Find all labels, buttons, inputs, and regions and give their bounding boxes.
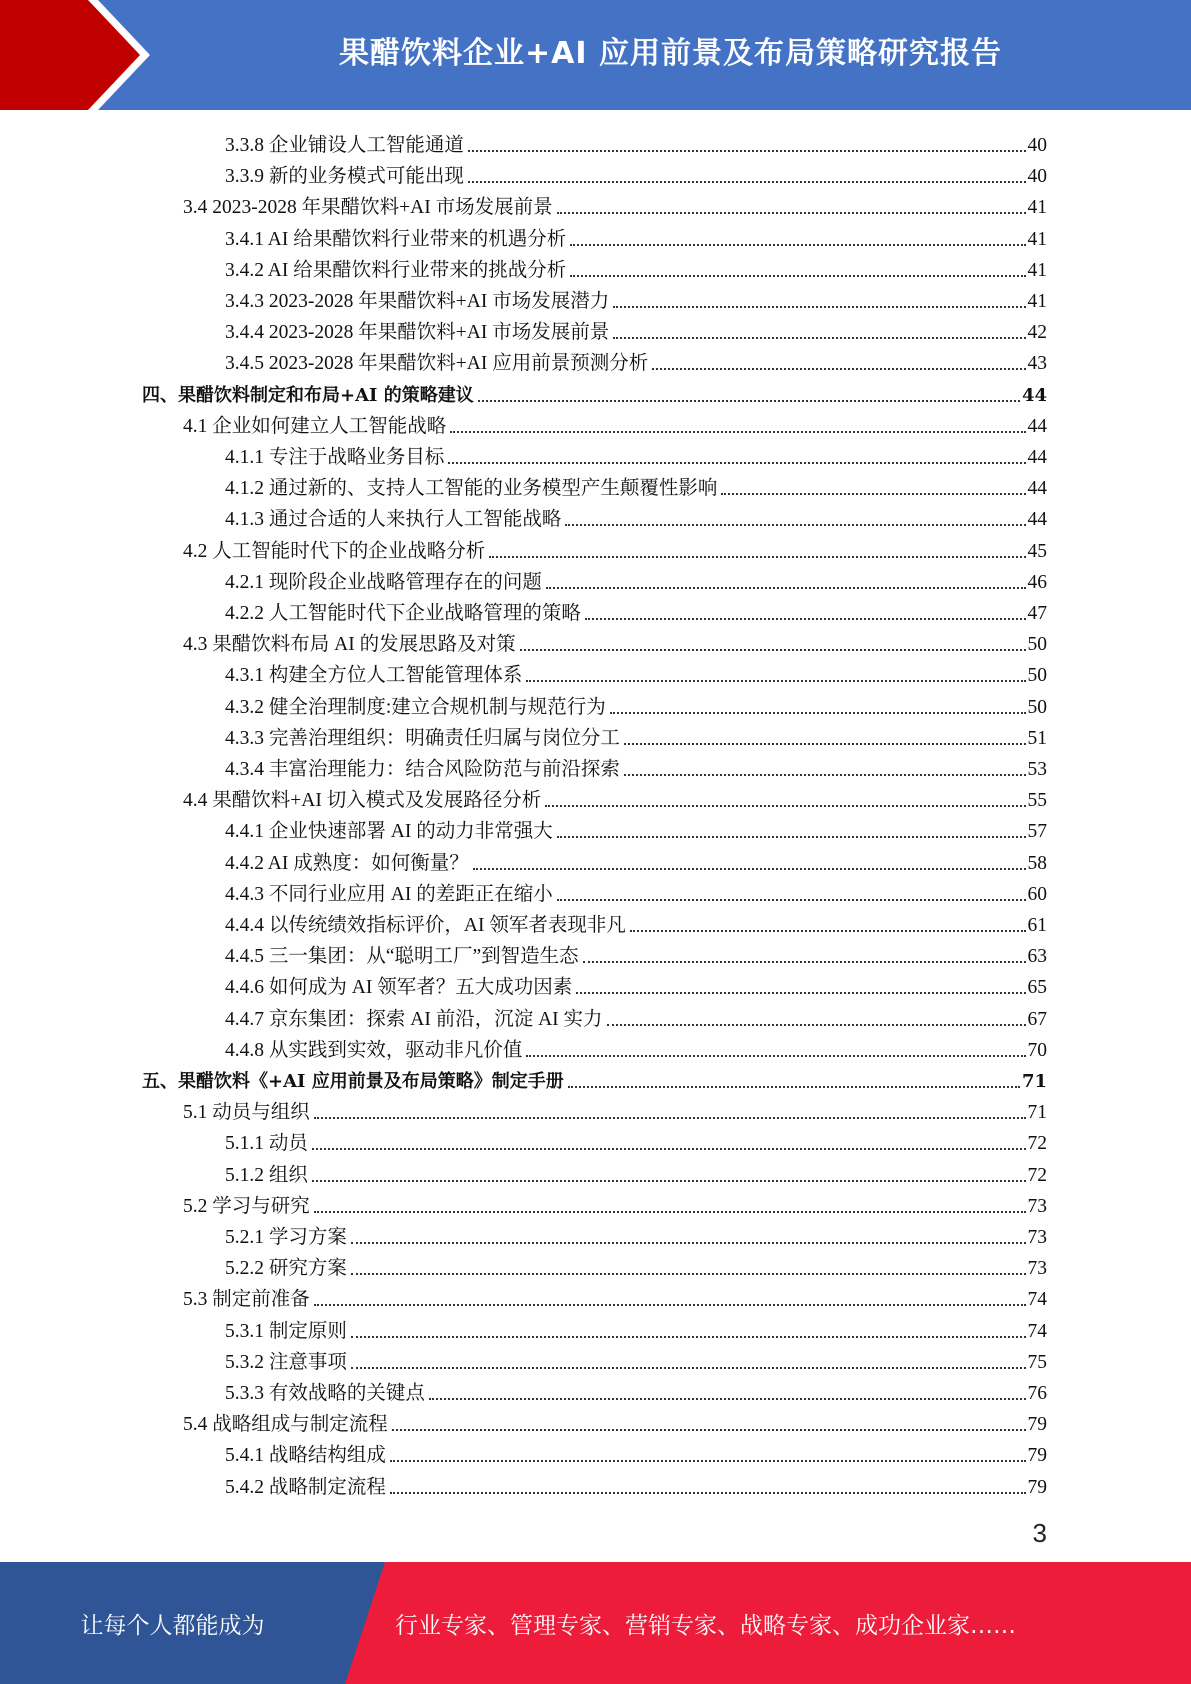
toc-page-number: 47 (1027, 603, 1047, 624)
toc-dot-leader (351, 1367, 1026, 1369)
toc-page-number: 71 (1021, 1071, 1047, 1092)
toc-entry-title: 3.4.2 AI 给果醋饮料行业带来的挑战分析 (225, 259, 567, 281)
toc-entry-title: 5.3.1 制定原则 (225, 1320, 347, 1342)
toc-page-number: 73 (1027, 1227, 1047, 1248)
toc-dot-leader (624, 743, 1026, 745)
toc-entry-title: 4.4.2 AI 成熟度：如何衡量？ (225, 852, 469, 874)
toc-entry[interactable] (225, 564, 1047, 595)
toc-dot-leader (652, 368, 1025, 370)
toc-entry-title: 5.1.2 组织 (225, 1164, 308, 1186)
toc-entry-title: 4.1.2 通过新的、支持人工智能的业务模型产生颠覆性影响 (225, 478, 718, 500)
toc-page-number: 44 (1027, 415, 1047, 437)
toc-page-number: 46 (1027, 571, 1047, 593)
toc-entry[interactable] (225, 221, 1047, 252)
toc-entry[interactable] (225, 158, 1047, 189)
toc-entry-title: 4.3 果醋饮料布局 AI 的发展思路及对策 (183, 634, 516, 656)
toc-dot-leader (312, 1148, 1026, 1150)
page-footer (0, 1562, 1191, 1684)
toc-dot-leader (607, 1024, 1026, 1026)
toc-entry-title: 3.4.1 AI 给果醋饮料行业带来的机遇分析 (225, 228, 567, 250)
toc-entry[interactable] (225, 1344, 1047, 1375)
toc-dot-leader (568, 1086, 1020, 1088)
toc-entry-title: 5.4.1 战略结构组成 (225, 1445, 386, 1467)
toc-entry-title: 4.2.1 现阶段企业战略管理存在的问题 (225, 571, 542, 593)
toc-entry-title: 4.4.5 三一集团：从“聪明工厂”到智造生态 (225, 946, 579, 968)
toc-dot-leader (351, 1242, 1026, 1244)
footer-slogan-left: 让每个人都能成为 (80, 1612, 265, 1639)
toc-entry[interactable] (225, 314, 1047, 345)
toc-dot-leader (351, 1273, 1026, 1275)
toc-entry-title: 5.2 学习与研究 (183, 1195, 310, 1217)
toc-entry-title: 4.1.3 通过合适的人来执行人工智能战略 (225, 509, 562, 531)
toc-entry-title: 3.4 2023-2028 年果醋饮料+AI 市场发展前景 (183, 197, 553, 219)
toc-entry[interactable] (225, 657, 1047, 688)
toc-dot-leader (585, 618, 1026, 620)
toc-entry-title: 四、果醋饮料制定和布局+AI 的策略建议 (142, 384, 474, 406)
toc-entry-title: 4.4.7 京东集团：探索 AI 前沿，沉淀 AI 实力 (225, 1008, 603, 1030)
toc-entry[interactable] (225, 1157, 1047, 1188)
toc-page-number: 41 (1027, 259, 1047, 281)
toc-entry[interactable] (225, 283, 1047, 314)
toc-page-number: 79 (1027, 1414, 1047, 1436)
page-number: 3 (1032, 1518, 1047, 1548)
toc-page-number: 51 (1027, 727, 1047, 749)
toc-dot-leader (565, 524, 1025, 526)
toc-entry-title: 4.3.4 丰富治理能力：结合风险防范与前沿探索 (225, 759, 620, 780)
toc-page-number: 50 (1027, 696, 1047, 718)
toc-entry[interactable] (225, 501, 1047, 532)
toc-entry-title: 4.4.8 从实践到实效，驱动非凡价值 (225, 1039, 523, 1061)
toc-page-number: 41 (1027, 291, 1047, 312)
toc-entry[interactable] (225, 127, 1047, 158)
toc-page-number: 75 (1027, 1351, 1047, 1373)
toc-entry-title: 4.3.1 构建全方位人工智能管理体系 (225, 665, 523, 687)
toc-page-number: 76 (1027, 1383, 1047, 1404)
toc-entry[interactable] (225, 1437, 1047, 1468)
toc-page-number: 42 (1027, 322, 1047, 344)
toc-entry[interactable] (225, 1250, 1047, 1281)
toc-entry[interactable] (225, 689, 1047, 720)
toc-entry[interactable] (225, 345, 1047, 376)
toc-entry-title: 5.1.1 动员 (225, 1133, 308, 1155)
toc-page-number: 41 (1027, 228, 1047, 250)
toc-entry[interactable] (225, 1469, 1047, 1500)
toc-entry-title: 4.4.3 不同行业应用 AI 的差距正在缩小 (225, 883, 553, 905)
toc-entry-title: 3.3.9 新的业务模式可能出现 (225, 166, 464, 188)
toc-entry[interactable] (225, 595, 1047, 626)
toc-entry[interactable] (225, 1032, 1047, 1063)
toc-dot-leader (546, 587, 1026, 589)
toc-entry[interactable] (225, 845, 1047, 876)
toc-entry[interactable] (183, 408, 1047, 439)
toc-entry[interactable] (225, 876, 1047, 907)
toc-page-number: 60 (1027, 883, 1047, 905)
toc-page-number: 74 (1027, 1289, 1047, 1311)
toc-dot-leader (489, 556, 1025, 558)
toc-entry-title: 5.1 动员与组织 (183, 1102, 310, 1124)
toc-entry[interactable] (183, 189, 1047, 220)
toc-entry[interactable] (225, 751, 1047, 782)
toc-entry-title: 3.4.5 2023-2028 年果醋饮料+AI 应用前景预测分析 (225, 353, 649, 375)
toc-dot-leader (576, 992, 1025, 994)
toc-page-number: 65 (1027, 977, 1047, 999)
toc-dot-leader (721, 493, 1025, 495)
report-title: 果醋饮料企业+AI 应用前景及布局策略研究报告 (339, 36, 1002, 71)
toc-dot-leader (478, 400, 1020, 402)
toc-entry[interactable] (183, 782, 1047, 813)
toc-dot-leader (351, 1336, 1026, 1338)
toc-chapter[interactable] (142, 377, 1047, 408)
toc-page-number: 70 (1027, 1039, 1047, 1061)
toc-entry[interactable] (225, 1375, 1047, 1406)
toc-dot-leader (468, 150, 1026, 152)
toc-entry-title: 4.4.1 企业快速部署 AI 的动力非常强大 (225, 821, 553, 843)
page-header (0, 0, 1191, 110)
toc-page-number: 40 (1027, 166, 1047, 188)
toc-entry-title: 4.1 企业如何建立人工智能战略 (183, 415, 447, 437)
toc-page-number: 43 (1027, 353, 1047, 375)
toc-dot-leader (390, 1460, 1026, 1462)
toc-entry[interactable] (183, 1188, 1047, 1219)
toc-dot-leader (312, 1180, 1026, 1182)
toc-page-number: 44 (1021, 384, 1047, 406)
toc-entry[interactable] (225, 1313, 1047, 1344)
toc-dot-leader (526, 680, 1025, 682)
toc-dot-leader (545, 805, 1025, 807)
toc-page-number: 44 (1027, 447, 1047, 468)
toc-page-number: 53 (1027, 759, 1047, 780)
toc-page-number: 71 (1027, 1102, 1047, 1124)
toc-page-number: 41 (1027, 197, 1047, 219)
toc-page-number: 58 (1027, 852, 1047, 874)
toc-dot-leader (610, 712, 1026, 714)
toc-page-number: 72 (1027, 1133, 1047, 1155)
toc-page-number: 67 (1027, 1008, 1047, 1030)
toc-chapter[interactable] (142, 1063, 1047, 1094)
toc-entry-title: 4.3.3 完善治理组织：明确责任归属与岗位分工 (225, 727, 620, 749)
toc-page-number: 44 (1027, 509, 1047, 531)
toc-entry[interactable] (183, 626, 1047, 657)
toc-dot-leader (429, 1398, 1026, 1400)
toc-page-number: 57 (1027, 821, 1047, 843)
toc-entry[interactable] (225, 938, 1047, 969)
toc-page-number: 73 (1027, 1258, 1047, 1280)
toc-page-number: 50 (1027, 665, 1047, 687)
toc-dot-leader (613, 306, 1025, 308)
footer-slogan-right: 行业专家、管理专家、营销专家、战略专家、成功企业家…… (395, 1612, 1016, 1639)
toc-entry[interactable] (225, 907, 1047, 938)
toc-entry-title: 5.2.1 学习方案 (225, 1227, 347, 1248)
toc-dot-leader (390, 1492, 1026, 1494)
toc-entry-title: 4.2 人工智能时代下的企业战略分析 (183, 540, 486, 562)
toc-entry-title: 5.3.3 有效战略的关键点 (225, 1383, 425, 1404)
toc-page-number: 74 (1027, 1320, 1047, 1342)
toc-dot-leader (557, 212, 1026, 214)
toc-page-number: 79 (1027, 1476, 1047, 1498)
toc-entry-title: 5.2.2 研究方案 (225, 1258, 347, 1280)
toc-page-number: 45 (1027, 540, 1047, 562)
toc-page-number: 73 (1027, 1195, 1047, 1217)
toc-dot-leader (314, 1304, 1026, 1306)
toc-entry-title: 五、果醋饮料《+AI 应用前景及布局策略》制定手册 (142, 1071, 564, 1092)
toc-entry-title: 5.4.2 战略制定流程 (225, 1476, 386, 1498)
toc-entry[interactable] (225, 252, 1047, 283)
toc-page-number: 63 (1027, 946, 1047, 968)
toc-dot-leader (526, 1055, 1025, 1057)
toc-dot-leader (450, 431, 1025, 433)
toc-entry-title: 5.3.2 注意事项 (225, 1351, 347, 1373)
toc-entry-title: 4.1.1 专注于战略业务目标 (225, 447, 445, 468)
toc-entry-title: 5.3 制定前准备 (183, 1289, 310, 1311)
toc-entry[interactable] (183, 1094, 1047, 1125)
toc-page-number: 40 (1027, 135, 1047, 156)
toc-dot-leader (624, 774, 1026, 776)
toc-entry-title: 4.4.4 以传统绩效指标评价，AI 领军者表现非凡 (225, 915, 626, 936)
toc-entry[interactable] (225, 1219, 1047, 1250)
toc-dot-leader (473, 868, 1026, 870)
toc-dot-leader (557, 899, 1026, 901)
toc-entry-title: 3.4.4 2023-2028 年果醋饮料+AI 市场发展前景 (225, 322, 610, 344)
toc-dot-leader (520, 649, 1026, 651)
toc-entry[interactable] (225, 439, 1047, 470)
toc-entry[interactable] (225, 969, 1047, 1000)
toc-entry-title: 4.4 果醋饮料+AI 切入模式及发展路径分析 (183, 790, 542, 812)
toc-dot-leader (630, 930, 1026, 932)
toc-page-number: 72 (1027, 1164, 1047, 1186)
toc-entry[interactable] (183, 533, 1047, 564)
toc-page-number: 44 (1027, 478, 1047, 500)
toc-entry[interactable] (183, 1281, 1047, 1312)
toc-dot-leader (570, 244, 1025, 246)
toc-dot-leader (392, 1429, 1026, 1431)
toc-entry[interactable] (225, 470, 1047, 501)
toc-entry[interactable] (225, 1001, 1047, 1032)
toc-page-number: 61 (1027, 915, 1047, 936)
toc-dot-leader (314, 1117, 1026, 1119)
toc-dot-leader (448, 462, 1025, 464)
toc-entry-title: 3.3.8 企业铺设人工智能通道 (225, 135, 464, 156)
toc-entry[interactable] (225, 720, 1047, 751)
toc-page-number: 50 (1027, 634, 1047, 656)
toc-entry-title: 4.3.2 健全治理制度:建立合规机制与规范行为 (225, 696, 606, 718)
toc-page-number: 79 (1027, 1445, 1047, 1467)
toc-dot-leader (314, 1211, 1026, 1213)
toc-dot-leader (583, 961, 1026, 963)
toc-entry-title: 5.4 战略组成与制定流程 (183, 1414, 388, 1436)
toc-entry-title: 4.2.2 人工智能时代下企业战略管理的策略 (225, 603, 581, 624)
header-red-arrow (0, 0, 150, 110)
toc-entry-title: 4.4.6 如何成为 AI 领军者？五大成功因素 (225, 977, 573, 999)
toc-entry[interactable] (183, 1406, 1047, 1437)
toc-dot-leader (468, 181, 1026, 183)
toc-page-number: 55 (1027, 790, 1047, 812)
toc-entry[interactable] (225, 813, 1047, 844)
toc-dot-leader (570, 275, 1025, 277)
toc-entry[interactable] (225, 1125, 1047, 1156)
toc-entry-title: 3.4.3 2023-2028 年果醋饮料+AI 市场发展潜力 (225, 291, 610, 312)
toc-dot-leader (613, 337, 1025, 339)
toc-dot-leader (557, 836, 1026, 838)
